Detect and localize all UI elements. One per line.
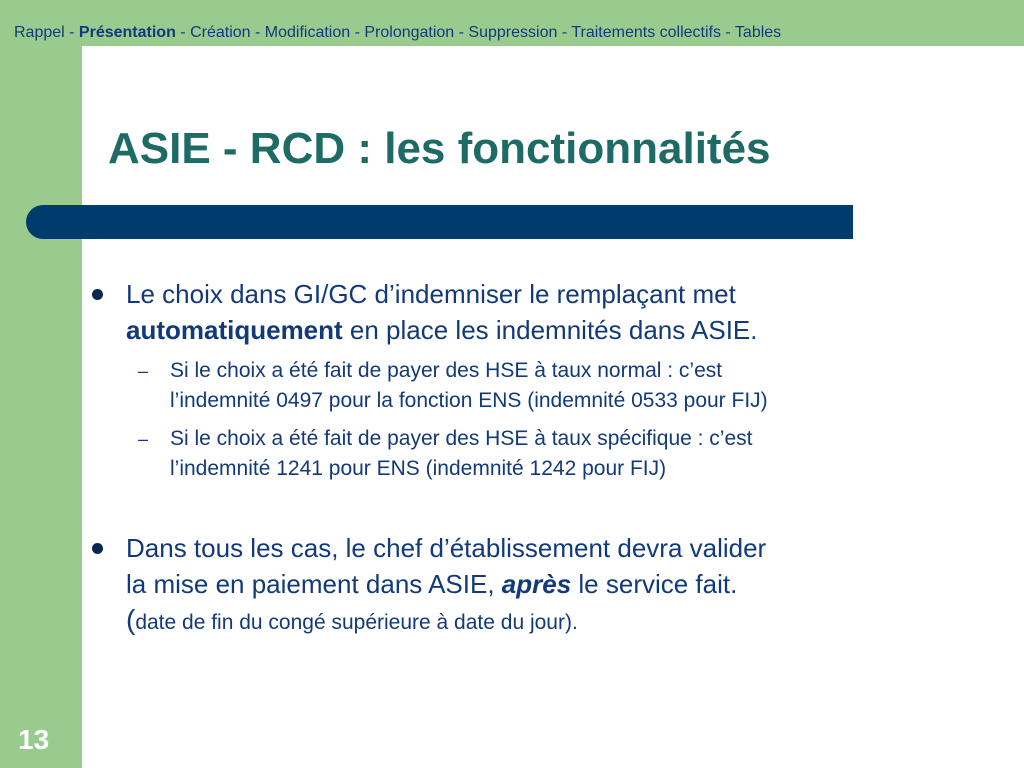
emphasis-text: après	[501, 569, 572, 599]
nav-item-suppression[interactable]: Suppression	[468, 24, 558, 41]
page-title: ASIE - RCD : les fonctionnalités	[108, 124, 771, 173]
nav-item-rappel[interactable]: Rappel	[14, 24, 65, 41]
nav-item-prolongation[interactable]: Prolongation	[364, 24, 455, 41]
bullet-icon	[92, 289, 103, 300]
nav-item-presentation-current[interactable]: Présentation	[78, 24, 176, 41]
nav-item-modification[interactable]: Modification	[264, 24, 351, 41]
dash-icon: –	[138, 429, 149, 449]
dash-icon: –	[138, 361, 149, 381]
nav-item-traitements-collectifs[interactable]: Traitements collectifs	[571, 24, 721, 41]
bullet-item: Le choix dans GI/GC d’indemniser le remplaçant met automatiquement en place les indemnités dans ASIE.	[88, 276, 1008, 348]
bullet-item: Dans tous les cas, le chef d’établissement devra valider la mise en paiement dans ASIE, après le service fait. (date de fin du congé supérieure à date du jour).	[88, 530, 1008, 641]
breadcrumb: Rappel - Présentation - Création - Modification - Prolongation - Suppression - Traitements collectifs - Tables	[14, 24, 782, 41]
bold-text: automatiquement	[126, 315, 343, 345]
title-underline-bar	[26, 205, 853, 239]
note-text: date de fin du congé supérieure à date du jour).	[135, 611, 578, 634]
nav-item-creation[interactable]: Création	[190, 24, 251, 41]
bullet-icon	[92, 543, 103, 554]
left-band	[0, 0, 82, 768]
sub-bullet-item: – Si le choix a été fait de payer des HSE à taux spécifique : c’est l’indemnité 1241 pour ENS (indemnité 1242 pour FIJ)	[88, 424, 1008, 484]
sub-bullet-item: – Si le choix a été fait de payer des HSE à taux normal : c’est l’indemnité 0497 pour la fonction ENS (indemnité 0533 pour FIJ)	[88, 356, 1008, 416]
nav-item-tables[interactable]: Tables	[734, 24, 782, 41]
slide-number: 13	[18, 724, 50, 755]
slide-content	[88, 276, 1008, 641]
frame-corner	[82, 46, 104, 68]
